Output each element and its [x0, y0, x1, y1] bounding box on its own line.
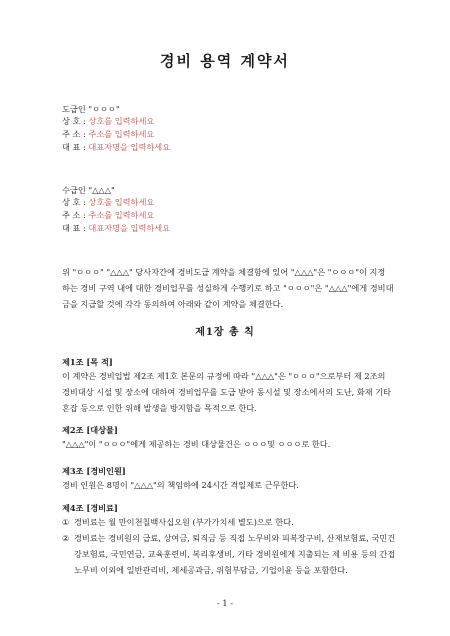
client-company-row — [62, 115, 154, 127]
client-rep-label: 대 표 : — [62, 142, 86, 152]
client-rep-row — [62, 141, 170, 153]
intro-line: 위 "ㅇㅇㅇ" "△△△" 당사자간에 경비도급 계약을 체결함에 있어 "△△△"은 "ㅇㅇㅇ"이 지정 — [62, 267, 386, 277]
contractor-address-label: 주 소 : — [62, 210, 86, 220]
item-1-marker: ① — [62, 517, 70, 527]
client-address-row — [62, 128, 154, 140]
contractor-heading: 수급인 "△△△" — [62, 185, 115, 195]
article-1-line: 경비대상 시설 및 장소에 대하여 경비업무를 도급 받아 동시설 및 장소에서의 도난, 화재 기타 — [62, 387, 392, 397]
article-1-heading: 제1조 [목 적] — [62, 357, 113, 367]
item-1-text: 경비료는 월 만이천칠백사십오원 (부가가치세 별도)으로 한다. — [74, 517, 294, 527]
contractor-address-placeholder[interactable]: 주소를 입력하세요 — [88, 210, 155, 220]
article-4-item-1 — [62, 514, 382, 530]
article-2-heading: 제2조 [대상물] — [62, 425, 118, 435]
client-company-label: 상 호 : — [62, 116, 86, 126]
intro-paragraph — [62, 264, 394, 312]
article-3-heading: 제3조 [경비인원] — [62, 466, 126, 476]
client-company-placeholder[interactable]: 상호를 입력하세요 — [88, 116, 155, 126]
article-2-body: "△△△"이 "ㅇㅇㅇ"에게 제공하는 경비 대상물건은 ㅇㅇㅇ및 ㅇㅇㅇ로 한다. — [62, 439, 331, 449]
contractor-rep-placeholder[interactable]: 대표자명을 입력하세요 — [88, 223, 171, 233]
contractor-rep-label: 대 표 : — [62, 223, 86, 233]
item-2-line: 경비료는 경비원의 급료, 상여금, 퇴직금 등 직접 노무비와 피복장구비, 산재보험료, 국민건 — [74, 533, 396, 543]
intro-line: 하는 경비 구역 내에 대한 경비업무를 성실하게 수행키로 하고 "ㅇㅇㅇ"은 "△△△"에게 경비대 — [62, 283, 394, 293]
document-title: 경비 용역 계약서 — [160, 52, 290, 70]
contractor-rep-row — [62, 222, 170, 234]
client-address-placeholder[interactable]: 주소를 입력하세요 — [88, 129, 155, 139]
item-2-line: 강보험료, 국민연금, 교육훈련비, 복리후생비, 기타 경비원에게 지출되는 제 비용 등의 간접 — [74, 549, 396, 559]
article-1-line: 이 계약은 경비업법 제2조 제1호 본문의 규정에 따라 "△△△"은 "ㅇㅇㅇ"으로부터 제 2조의 — [62, 371, 386, 381]
chapter-heading: 제1장 총 칙 — [195, 327, 255, 338]
item-2-marker: ② — [62, 533, 70, 543]
article-4-heading: 제4조 [경비료] — [62, 503, 118, 513]
article-4-item-2 — [62, 530, 396, 578]
page-number: - 1 - — [217, 598, 233, 608]
client-address-label: 주 소 : — [62, 129, 86, 139]
article-1-line: 혼잡 등으로 인한 위해 발생을 방지함을 목적으로 한다. — [62, 403, 257, 413]
contractor-company-row — [62, 196, 154, 208]
contractor-address-row — [62, 209, 154, 221]
article-1-body — [62, 368, 392, 416]
article-3-body: 경비 인원은 8명이 "△△△"의 책임하에 24시간 격일제로 근무한다. — [62, 480, 299, 490]
client-rep-placeholder[interactable]: 대표자명을 입력하세요 — [88, 142, 171, 152]
client-heading: 도급인 "ㅇㅇㅇ" — [62, 104, 120, 114]
contractor-company-label: 상 호 : — [62, 197, 86, 207]
intro-line: 금을 지급할 것에 각각 동의하여 아래와 같이 계약을 체결한다. — [62, 299, 284, 309]
contractor-company-placeholder[interactable]: 상호를 입력하세요 — [88, 197, 155, 207]
item-2-line: 노무비 이외에 일반관리비, 제세공과금, 위험부담금, 기업이윤 등을 포함한다. — [74, 565, 348, 575]
